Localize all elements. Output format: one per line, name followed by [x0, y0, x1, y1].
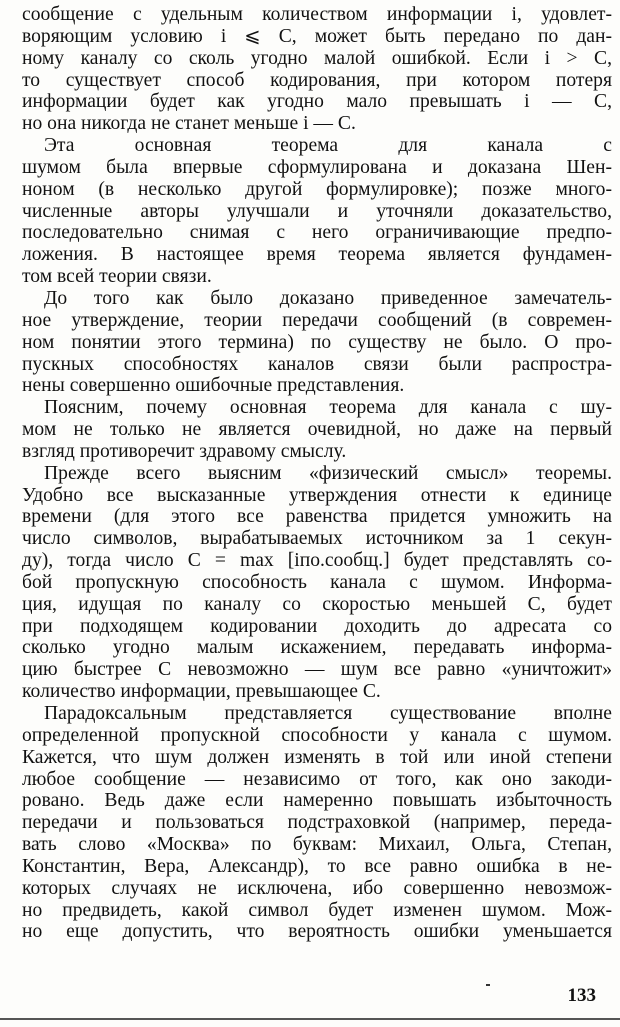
text-line: цию быстрее C невозможно — шум все равно «уничтожит» — [22, 659, 612, 681]
text-line: определенной пропускной способности у канала с шумом. — [22, 724, 612, 746]
text-line: взгляд противоречит здравому смыслу. — [22, 440, 347, 462]
text-line: информации будет как угодно мало превышать i — C, — [22, 91, 612, 113]
text-line: мом не только не является очевидной, но даже на первый — [22, 419, 612, 441]
text-line: то существует способ кодирования, при котором потеря — [22, 69, 612, 91]
text-line: которых случаях не исключена, ибо совершенно невозмож- — [22, 877, 612, 899]
text-line: шумом была впервые сформулирована и доказана Шен- — [22, 156, 612, 178]
text-line: времени (для этого все равенства придется умножить на — [22, 506, 612, 528]
text-line: ное утверждение, теории передачи сообщений (в современ- — [22, 309, 612, 331]
text-line: бой пропускную способность канала с шумом. Информа- — [22, 571, 612, 593]
text-line: сообщение с удельным количеством информации i, удовлет- — [22, 4, 612, 25]
text-line: последовательно снимая с него ограничивающие предпо- — [22, 222, 612, 244]
text-line: но еще допустить, что вероятность ошибки уменьшается — [22, 921, 612, 943]
text-line: ному каналу со сколь угодно малой ошибкой. Если i > C, — [22, 47, 612, 69]
text-line: Удобно все высказанные утверждения отнести к единице — [22, 484, 612, 506]
text-line: но она никогда не станет меньше i — C. — [22, 113, 356, 135]
text-line: Парадоксальным представляется существование вполне — [44, 703, 612, 724]
text-line: Прежде всего выясним «физический смысл» теоремы. — [44, 462, 612, 484]
body-text — [22, 4, 612, 943]
text-line: передачи и пользоваться подстраховкой (например, переда- — [22, 812, 612, 834]
text-line: нены совершенно ошибочные представления. — [22, 375, 405, 397]
text-line: воряющим условию i ⩽ C, может быть передано по дан- — [22, 25, 612, 47]
text-line: при подходящем кодировании доходить до адресата со — [22, 615, 612, 637]
text-line: Эта основная теорема для канала с — [44, 135, 612, 157]
text-line: пускных способностях каналов связи были распростра- — [22, 353, 612, 375]
page-number: 133 — [567, 985, 596, 1006]
text-line: количество информации, превышающее C. — [22, 681, 381, 703]
text-line: но предвидеть, какой символ будет изменен шумом. Мож- — [22, 899, 612, 921]
text-line: сколько угодно малым искажением, передавать информа- — [22, 637, 612, 659]
text-line: Константин, Вера, Александр), то все равно ошибка в не- — [22, 855, 612, 877]
text-line: Кажется, что шум должен изменять в той или иной степени — [22, 746, 612, 768]
page-edge-line — [0, 1018, 620, 1020]
text-line: вать слово «Москва» по буквам: Михаил, Ольга, Степан, — [22, 834, 612, 856]
text-line: Поясним, почему основная теорема для канала с шу- — [44, 397, 612, 419]
text-line: ноном (в несколько другой формулировке); позже много- — [22, 178, 612, 200]
text-line: любое сообщение — независимо от того, как оно закоди- — [22, 768, 612, 790]
text-line: число символов, вырабатываемых источником за 1 секун- — [22, 528, 612, 550]
text-line: численные авторы улучшали и уточняли доказательство, — [22, 200, 612, 222]
text-line: том всей теории связи. — [22, 266, 212, 288]
text-line: ду), тогда число C = max [iпо.сообщ.] будет представлять со- — [22, 550, 612, 572]
text-line: ция, идущая по каналу со скоростью меньшей C, будет — [22, 593, 612, 615]
text-line: ложения. В настоящее время теорема является фундамен- — [22, 244, 612, 266]
text-line: До того как было доказано приведенное замечатель- — [44, 287, 612, 309]
text-line: ном понятии этого термина) по существу не было. О про- — [22, 331, 612, 353]
text-line: ровано. Ведь даже если намеренно повышать избыточность — [22, 790, 612, 812]
print-speck — [486, 984, 490, 986]
